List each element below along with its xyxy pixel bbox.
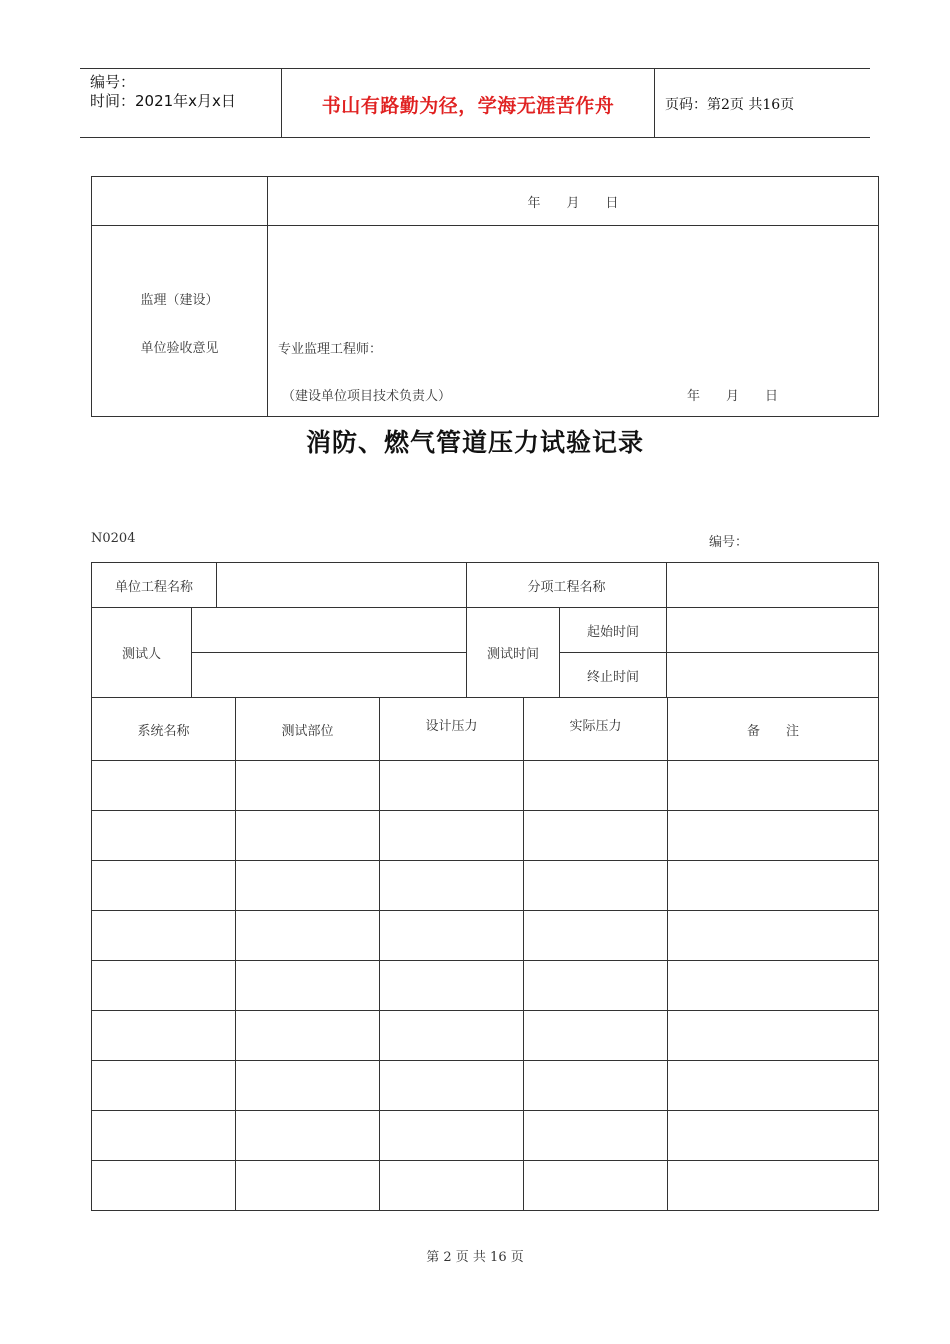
record-number-label: 编号： <box>709 535 749 550</box>
header-number-label: 编号： <box>90 73 136 91</box>
header-meta <box>90 73 236 111</box>
document-title: 消防、燃气管道压力试验记录 <box>305 428 644 457</box>
table-cell <box>236 1111 380 1161</box>
table-cell <box>524 861 668 911</box>
table-cell <box>668 961 879 1011</box>
table-cell <box>668 861 879 911</box>
table-cell <box>92 861 236 911</box>
acceptance-empty-cell <box>92 177 268 226</box>
table-cell <box>524 1111 668 1161</box>
record-info-table <box>91 562 879 698</box>
table-cell <box>380 961 524 1011</box>
form-code: N0204 <box>91 531 136 546</box>
start-time-label: 起始时间 <box>560 608 667 653</box>
table-cell <box>92 1161 236 1211</box>
table-cell <box>380 811 524 861</box>
table-cell <box>236 911 380 961</box>
owner-date: 年 月 日 <box>687 389 779 404</box>
table-cell <box>92 1111 236 1161</box>
table-cell <box>380 861 524 911</box>
table-row <box>92 1161 879 1211</box>
table-cell <box>380 1111 524 1161</box>
header-page-label: 页码：第2页 共16页 <box>665 97 795 113</box>
table-row <box>92 811 879 861</box>
start-time-value <box>667 608 879 653</box>
header-motto: 书山有路勤为径，学海无涯苦作舟 <box>321 95 615 117</box>
page-footer: 第 2 页 共 16 页 <box>426 1250 524 1265</box>
table-cell <box>92 961 236 1011</box>
table-row <box>92 1011 879 1061</box>
table-cell <box>524 1011 668 1061</box>
table-cell <box>236 861 380 911</box>
table-cell <box>524 911 668 961</box>
table-cell <box>92 761 236 811</box>
table-cell <box>668 811 879 861</box>
supervision-label-cell <box>92 226 268 417</box>
table-cell <box>668 1111 879 1161</box>
table-cell <box>668 1061 879 1111</box>
record-data-table <box>91 697 879 1211</box>
tester-value-2 <box>192 653 467 698</box>
owner-label: （建设单位项目技术负责人） <box>282 389 452 404</box>
table-row <box>92 1061 879 1111</box>
table-cell <box>380 1161 524 1211</box>
table-cell <box>668 911 879 961</box>
end-time-value <box>667 653 879 698</box>
end-time-label: 终止时间 <box>560 653 667 698</box>
table-cell <box>92 911 236 961</box>
table-cell <box>668 761 879 811</box>
acceptance-date: 年 月 日 <box>268 177 879 226</box>
col-test-location: 测试部位 <box>236 698 380 761</box>
table-row <box>92 861 879 911</box>
sub-project-value <box>667 563 879 608</box>
col-design-pressure: 设计压力 <box>380 698 524 761</box>
supervision-label-line2: 单位验收意见 <box>140 341 219 356</box>
engineer-label: 专业监理工程师： <box>278 342 383 357</box>
table-cell <box>92 1011 236 1061</box>
table-cell <box>236 1011 380 1061</box>
table-cell <box>380 1061 524 1111</box>
page-header <box>80 68 870 138</box>
table-cell <box>236 961 380 1011</box>
table-cell <box>524 961 668 1011</box>
col-remarks: 备 注 <box>668 698 879 761</box>
table-cell <box>380 911 524 961</box>
test-time-label: 测试时间 <box>467 608 560 698</box>
table-row <box>92 911 879 961</box>
tester-value-1 <box>192 608 467 653</box>
table-cell <box>668 1161 879 1211</box>
header-time-label: 时间：2021年x月x日 <box>90 92 236 110</box>
table-row <box>92 961 879 1011</box>
supervision-opinion-cell <box>268 226 879 417</box>
table-cell <box>380 1011 524 1061</box>
record-header-row <box>92 698 879 761</box>
table-cell <box>524 1161 668 1211</box>
table-cell <box>236 1161 380 1211</box>
table-cell <box>524 1061 668 1111</box>
table-cell <box>380 761 524 811</box>
acceptance-table <box>91 176 879 417</box>
col-system-name: 系统名称 <box>92 698 236 761</box>
supervision-label-line1: 监理（建设） <box>140 293 219 308</box>
unit-project-value <box>217 563 467 608</box>
table-cell <box>92 811 236 861</box>
table-row <box>92 761 879 811</box>
table-cell <box>524 811 668 861</box>
table-cell <box>92 1061 236 1111</box>
unit-project-label: 单位工程名称 <box>92 563 217 608</box>
table-row <box>92 1111 879 1161</box>
table-cell <box>236 1061 380 1111</box>
col-actual-pressure: 实际压力 <box>524 698 668 761</box>
tester-label: 测试人 <box>92 608 192 698</box>
table-cell <box>236 761 380 811</box>
table-cell <box>524 761 668 811</box>
table-cell <box>668 1011 879 1061</box>
sub-project-label: 分项工程名称 <box>467 563 667 608</box>
table-cell <box>236 811 380 861</box>
